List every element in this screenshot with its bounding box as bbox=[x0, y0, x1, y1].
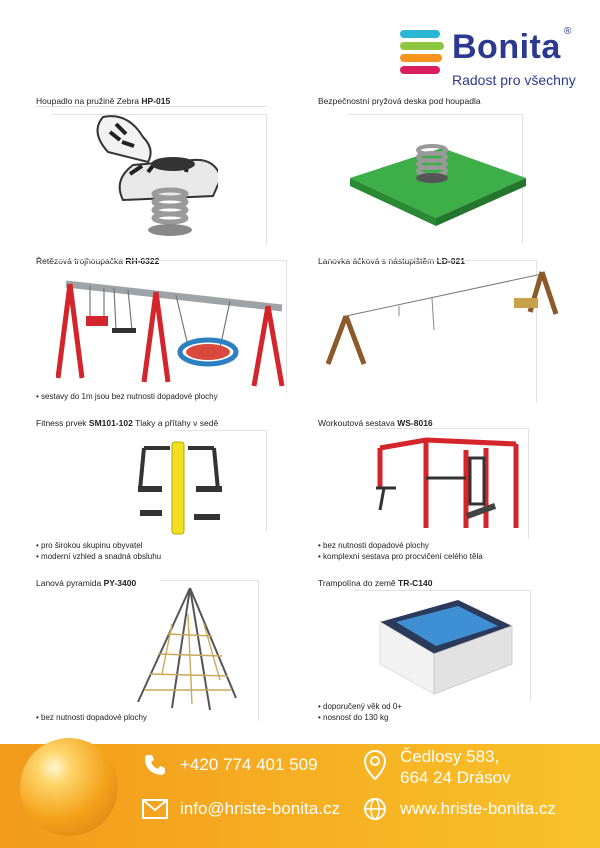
bullet-item: • bez nutnosti dopadové plochy bbox=[318, 541, 429, 550]
bullet-list bbox=[36, 540, 161, 562]
rope-pyramid-image bbox=[132, 584, 242, 714]
product-card bbox=[318, 418, 598, 428]
address bbox=[362, 746, 511, 788]
product-title: Trampolína do země TR-C140 bbox=[318, 578, 433, 588]
bullet-item: • sestavy do 1m jsou bez nutnosti dopadové plochy bbox=[36, 392, 218, 401]
envelope-icon bbox=[142, 796, 168, 822]
product-title: Fitness prvek SM101-102 Tlaky a přítahy v sedě bbox=[36, 418, 219, 428]
product-title: Workoutová sestava WS-8016 bbox=[318, 418, 433, 428]
globe-icon bbox=[362, 796, 388, 822]
phone-icon bbox=[142, 752, 168, 778]
product-title: Houpadlo na pružině Zebra HP-015 bbox=[36, 96, 171, 106]
brand-logo bbox=[400, 26, 580, 96]
location-pin-icon bbox=[362, 752, 388, 778]
address-line-1: Čedlosy 583, bbox=[400, 747, 500, 766]
workout-set-image bbox=[366, 432, 522, 542]
chain-swing-image bbox=[56, 268, 288, 388]
rubber-pad-image bbox=[350, 130, 530, 230]
product-card bbox=[318, 578, 598, 588]
bullet-item: • pro širokou skupinu obyvatel bbox=[36, 541, 143, 550]
bullet-item: • nosnost do 130 kg bbox=[318, 713, 389, 722]
bullet-list bbox=[36, 712, 147, 723]
logo-stripes bbox=[400, 30, 444, 78]
bullet-item: • bez nutnosti dopadové plochy bbox=[36, 713, 147, 722]
website-url: www.hriste-bonita.cz bbox=[400, 799, 556, 818]
product-card bbox=[318, 96, 598, 106]
brand-name: Bonita bbox=[452, 28, 561, 66]
product-card bbox=[36, 418, 316, 428]
phone-number: +420 774 401 509 bbox=[180, 755, 318, 774]
zebra-spring-rider-image bbox=[78, 112, 218, 242]
product-title: Řetězová trojhoupačka RH-6322 bbox=[36, 256, 160, 266]
product-card bbox=[36, 96, 316, 106]
decorative-orb bbox=[20, 738, 118, 836]
email-address: info@hriste-bonita.cz bbox=[180, 799, 340, 818]
product-title: Lanová pyramida PY-3400 bbox=[36, 578, 137, 588]
email-link[interactable] bbox=[142, 796, 340, 822]
phone-link[interactable] bbox=[142, 752, 318, 778]
product-title: Lanovka áčková s nástupištěm LD-021 bbox=[318, 256, 465, 266]
bullet-item: • doporučený věk od 0+ bbox=[318, 702, 402, 711]
trampoline-image bbox=[370, 592, 520, 702]
website-link[interactable] bbox=[362, 796, 556, 822]
bullet-item: • moderní vzhled a snadná obsluhu bbox=[36, 552, 162, 561]
registered-mark: ® bbox=[564, 26, 572, 37]
product-title: Bezpečnostní pryžová deska pod houpadla bbox=[318, 96, 481, 106]
contact-footer bbox=[0, 744, 600, 848]
fitness-machine-image bbox=[130, 430, 240, 540]
brand-slogan: Radost pro všechny bbox=[452, 72, 576, 88]
address-line-2: 664 24 Drásov bbox=[400, 768, 511, 787]
bullet-list bbox=[318, 540, 483, 562]
bullet-list bbox=[318, 701, 402, 723]
zipline-image bbox=[324, 264, 560, 374]
bullet-list bbox=[36, 391, 218, 402]
bullet-item: • komplexní sestava pro procvičení celého těla bbox=[318, 552, 483, 561]
